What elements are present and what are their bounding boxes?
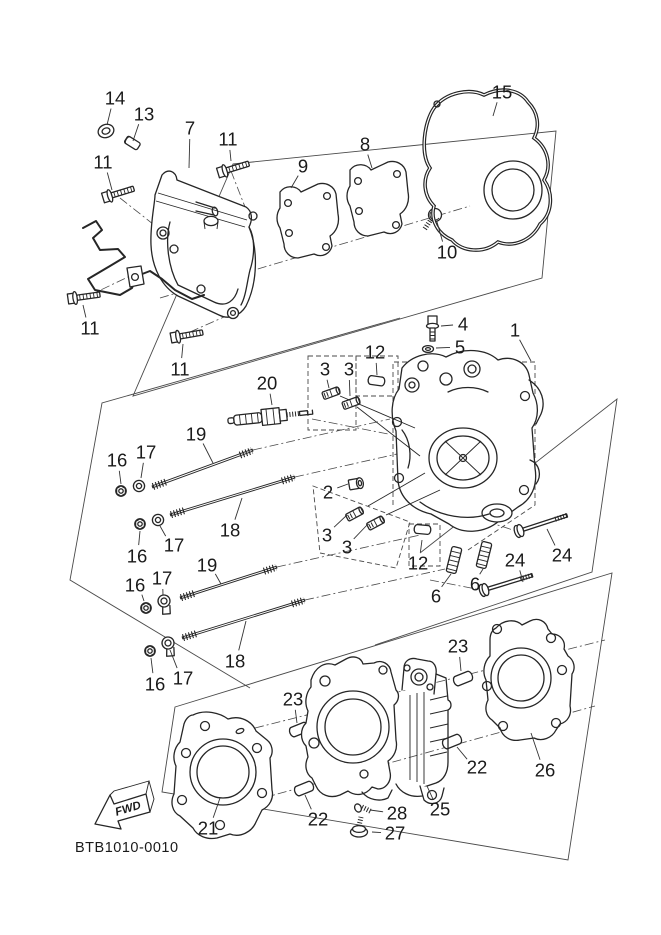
part-bolt-4 bbox=[427, 316, 439, 341]
part-dowel-23-b bbox=[452, 670, 474, 687]
callout-leader-6-35 bbox=[480, 569, 483, 574]
callout-leader-18-24 bbox=[235, 498, 242, 520]
callout-leader-3-19 bbox=[354, 524, 368, 539]
part-jet-28 bbox=[353, 803, 372, 813]
callout-leader-7-2 bbox=[189, 139, 190, 168]
callout-label-26-46: 26 bbox=[534, 759, 556, 781]
callout-label-23-39: 23 bbox=[447, 635, 469, 657]
part-pin-13 bbox=[124, 136, 141, 151]
callout-label-19-27: 19 bbox=[196, 554, 218, 576]
callout-label-19-21: 19 bbox=[185, 423, 207, 445]
callout-leader-12-14 bbox=[376, 363, 377, 375]
part-washer-17-b bbox=[152, 514, 163, 525]
part-gasket-21 bbox=[172, 712, 273, 838]
callout-leader-16-25 bbox=[139, 531, 140, 545]
callout-label-22-40: 22 bbox=[466, 756, 488, 778]
part-nut-16-d bbox=[145, 646, 155, 656]
part-nut-16-a bbox=[116, 486, 126, 496]
part-nut-16-b bbox=[135, 519, 145, 529]
callout-label-12-33: 12 bbox=[407, 552, 429, 574]
callout-leader-13-1 bbox=[133, 124, 139, 141]
callout-label-10-9: 10 bbox=[436, 241, 458, 263]
callout-leader-2-17 bbox=[337, 484, 348, 488]
callout-leader-16-23 bbox=[119, 471, 121, 484]
part-cylinder-25 bbox=[302, 657, 452, 804]
callout-label-3-18: 3 bbox=[321, 524, 333, 546]
callout-leader-14-0 bbox=[107, 109, 111, 125]
callout-label-9-7: 9 bbox=[297, 155, 309, 177]
part-bolt-24-b bbox=[478, 569, 535, 597]
callout-label-27-44: 27 bbox=[384, 822, 406, 844]
part-cover-gasket-15 bbox=[424, 90, 550, 250]
part-plate-8 bbox=[347, 161, 409, 236]
callout-label-14-0: 14 bbox=[104, 87, 126, 109]
callout-leader-19-21 bbox=[203, 443, 213, 463]
callout-leader-18-30 bbox=[239, 621, 246, 650]
callout-leader-11-4 bbox=[107, 172, 112, 190]
callout-label-7-2: 7 bbox=[184, 117, 196, 139]
callout-label-22-41: 22 bbox=[307, 808, 329, 830]
callout-label-18-30: 18 bbox=[224, 650, 246, 672]
callout-label-11-6: 11 bbox=[170, 358, 190, 380]
part-stud-18-a bbox=[170, 477, 295, 515]
callout-label-16-23: 16 bbox=[106, 449, 128, 471]
callout-leader-11-3 bbox=[230, 150, 231, 161]
callout-leader-17-22 bbox=[141, 463, 143, 478]
callout-label-11-5: 11 bbox=[80, 317, 100, 339]
callout-leader-24-37 bbox=[547, 529, 555, 545]
part-dowel-12-b bbox=[414, 524, 431, 534]
callout-label-2-17: 2 bbox=[322, 481, 334, 503]
callout-leader-1-11 bbox=[520, 340, 531, 361]
callout-label-20-20: 20 bbox=[256, 372, 278, 394]
callout-leader-27-44 bbox=[372, 832, 381, 833]
callout-leader-5-13 bbox=[436, 347, 450, 348]
part-dowel-22-b bbox=[441, 733, 463, 750]
callout-label-24-37: 24 bbox=[551, 544, 573, 566]
callout-leader-3-18 bbox=[334, 515, 347, 527]
callout-leader-22-41 bbox=[305, 795, 311, 809]
part-seal-14 bbox=[96, 122, 115, 140]
callout-leader-11-5 bbox=[83, 305, 86, 317]
callout-label-3-16: 3 bbox=[343, 358, 355, 380]
callout-leader-9-7 bbox=[291, 176, 298, 188]
callout-leader-3-16 bbox=[349, 380, 350, 396]
callout-label-8-8: 8 bbox=[359, 133, 371, 155]
callout-label-25-42: 25 bbox=[429, 798, 451, 820]
part-bolt-27 bbox=[351, 817, 368, 837]
callout-label-1-11: 1 bbox=[509, 319, 521, 341]
part-nut-16-c bbox=[141, 603, 151, 613]
callout-leader-8-8 bbox=[368, 155, 372, 168]
fwd-arrow bbox=[95, 781, 154, 829]
part-stud-6-b bbox=[476, 541, 492, 569]
part-nut-2 bbox=[348, 477, 364, 490]
callout-leader-16-31 bbox=[151, 658, 153, 673]
callout-label-17-32: 17 bbox=[172, 667, 194, 689]
callout-label-24-36: 24 bbox=[504, 549, 526, 571]
callout-label-3-19: 3 bbox=[341, 536, 353, 558]
part-plate-9 bbox=[277, 183, 339, 258]
callout-label-12-14: 12 bbox=[364, 341, 386, 363]
callout-label-17-29: 17 bbox=[151, 567, 173, 589]
part-cylinder-head-1 bbox=[392, 351, 543, 532]
callout-label-3-15: 3 bbox=[319, 358, 331, 380]
callout-label-16-31: 16 bbox=[144, 673, 166, 695]
part-stud-3-a bbox=[322, 386, 341, 399]
part-stud-3-c bbox=[345, 506, 364, 521]
fwd-label: FWD bbox=[113, 799, 143, 819]
callout-leader-15-10 bbox=[493, 102, 497, 116]
callout-label-28-43: 28 bbox=[386, 802, 408, 824]
callout-label-5-13: 5 bbox=[454, 336, 466, 358]
callout-label-6-35: 6 bbox=[469, 573, 481, 595]
part-stud-3-d bbox=[366, 515, 385, 530]
part-stud-19-a bbox=[152, 450, 253, 487]
callout-label-15-10: 15 bbox=[491, 81, 513, 103]
part-washer-17-c bbox=[157, 594, 173, 616]
callout-label-16-28: 16 bbox=[124, 574, 146, 596]
callout-label-17-22: 17 bbox=[135, 441, 157, 463]
callout-label-6-34: 6 bbox=[430, 585, 442, 607]
part-stud-19-b bbox=[180, 567, 277, 598]
callout-leader-28-43 bbox=[370, 810, 383, 812]
callout-label-16-25: 16 bbox=[126, 545, 148, 567]
callout-label-11-3: 11 bbox=[218, 128, 238, 150]
part-bolt-11-d bbox=[170, 326, 204, 344]
part-spark-plug-20 bbox=[227, 404, 313, 429]
callout-leader-22-40 bbox=[457, 747, 467, 759]
callout-label-18-24: 18 bbox=[219, 519, 241, 541]
callout-label-13-1: 13 bbox=[133, 103, 155, 125]
callout-leader-23-38 bbox=[295, 710, 297, 723]
callout-leader-4-12 bbox=[441, 325, 453, 326]
callout-leader-12-33 bbox=[420, 540, 422, 552]
callout-leader-11-6 bbox=[182, 344, 183, 358]
part-gasket-26 bbox=[483, 619, 575, 740]
callout-label-4-12: 4 bbox=[457, 313, 469, 335]
part-washer-17-d bbox=[161, 636, 177, 658]
part-dowel-12-a bbox=[368, 375, 386, 386]
callout-leader-16-28 bbox=[142, 595, 144, 601]
part-bolt-11-a bbox=[216, 157, 251, 179]
drawing-code: BTB1010-0010 bbox=[75, 840, 179, 856]
part-washer-17-a bbox=[133, 480, 144, 491]
callout-leader-23-39 bbox=[460, 657, 461, 671]
callout-label-21-45: 21 bbox=[197, 817, 219, 839]
callout-label-11-4: 11 bbox=[93, 151, 113, 173]
part-stud-6-a bbox=[446, 546, 462, 574]
part-bolt-11-b bbox=[101, 182, 136, 204]
callout-label-17-26: 17 bbox=[163, 534, 185, 556]
part-dowel-22-a bbox=[293, 780, 315, 797]
callout-label-23-38: 23 bbox=[282, 688, 304, 710]
callout-leader-6-34 bbox=[442, 574, 451, 587]
callout-leader-20-20 bbox=[270, 394, 272, 405]
callout-leader-3-15 bbox=[327, 380, 329, 388]
part-washer-5 bbox=[423, 346, 434, 353]
